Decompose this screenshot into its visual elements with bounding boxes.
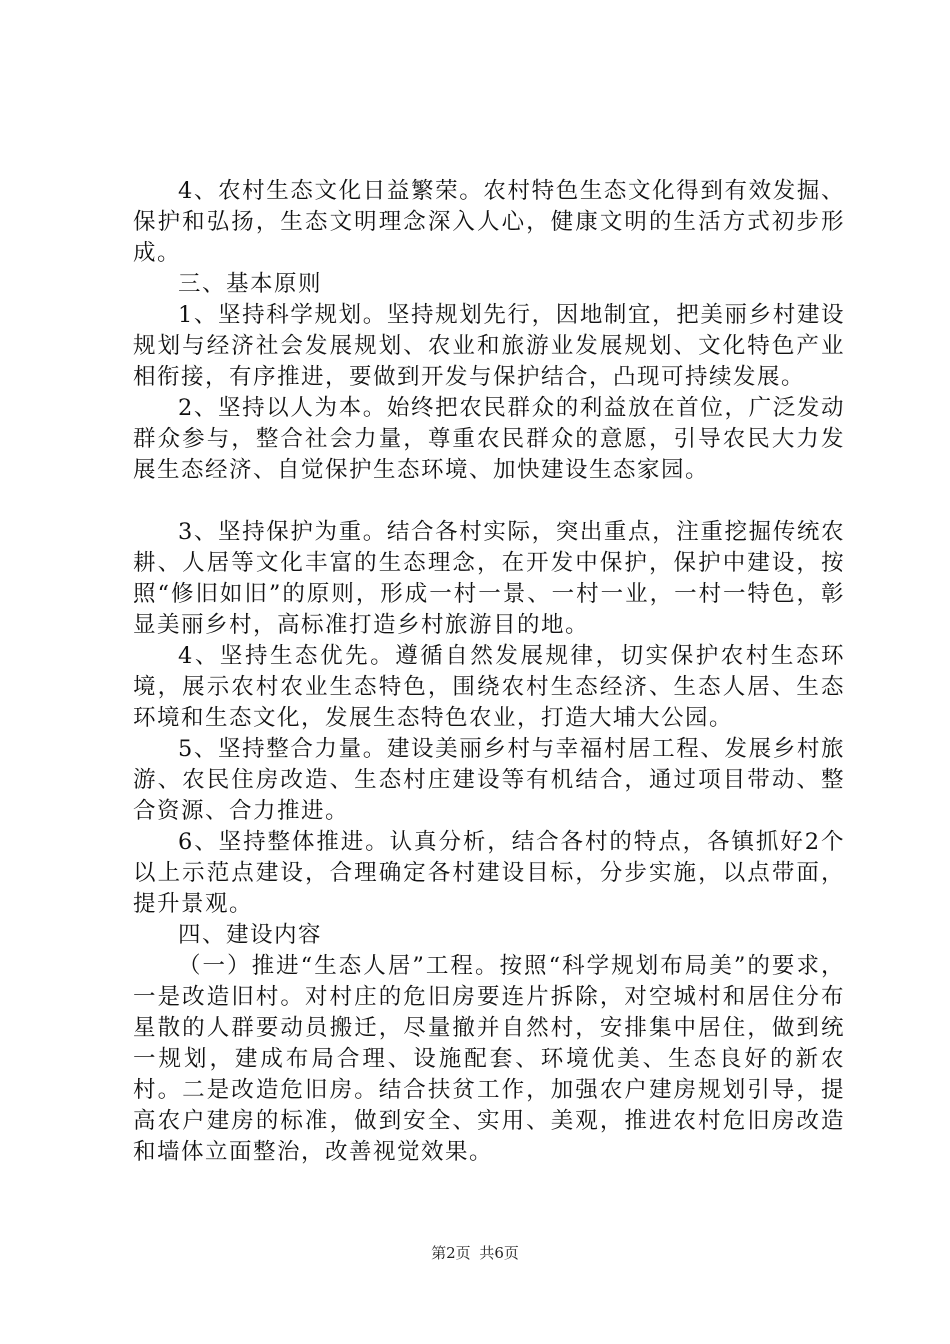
paragraph-principle-6: 6、坚持整体推进。认真分析，结合各村的特点，各镇抓好2个以上示范点建设，合理确定各村建设目标，分步实施，以点带面，提升景观。 <box>133 829 845 917</box>
paragraph-principle-5: 5、坚持整合力量。建设美丽乡村与幸福村居工程、发展乡村旅游、农民住房改造、生态村庄建设等有机结合，通过项目带动、整合资源、合力推进。 <box>133 736 845 824</box>
paragraph-principle-3: 3、坚持保护为重。结合各村实际，突出重点，注重挖掘传统农耕、人居等文化丰富的生态理念，在开发中保护，保护中建设，按照“修旧如旧”的原则，形成一村一景、一村一业，一村一特色，彰显美丽乡村，高标准打造乡村旅游目的地。 <box>133 519 845 638</box>
paragraph-ecological-culture: 4、农村生态文化日益繁荣。农村特色生态文化得到有效发掘、保护和弘扬，生态文明理念深入人心，健康文明的生活方式初步形成。 <box>133 178 845 266</box>
page-footer <box>0 1242 950 1263</box>
document-body <box>133 176 845 1168</box>
paragraph-principle-4: 4、坚持生态优先。遵循自然发展规律，切实保护农村生态环境，展示农村农业生态特色，围绕农村生态经济、生态人居、生态环境和生态文化，发展生态特色农业，打造大埔大公园。 <box>133 643 845 731</box>
section-heading-basic-principles: 三、基本原则 <box>178 271 323 297</box>
paragraph-principle-2: 2、坚持以人为本。始终把农民群众的利益放在首位，广泛发动群众参与，整合社会力量，尊重农民群众的意愿，引导农民大力发展生态经济、自觉保护生态环境、加快建设生态家园。 <box>133 395 845 483</box>
page-total: 共6页 <box>479 1244 519 1262</box>
paragraph-principle-1: 1、坚持科学规划。坚持规划先行，因地制宜，把美丽乡村建设规划与经济社会发展规划、农业和旅游业发展规划、文化特色产业相衔接，有序推进，要做到开发与保护结合，凸现可持续发展。 <box>133 302 845 390</box>
section-heading-construction-content: 四、建设内容 <box>178 922 323 948</box>
page-number: 第2页 <box>431 1244 471 1262</box>
paragraph-ecological-living: （一）推进“生态人居”工程。按照“科学规划布局美”的要求，一是改造旧村。对村庄的危旧房要连片拆除，对空城村和居住分布星散的人群要动员搬迁，尽量撤并自然村，安排集中居住，做到统一规划，建成布局合理、设施配套、环境优美、生态良好的新农村。二是改造危旧房。结合扶贫工作，加强农户建房规划引导，提高农户建房的标准，做到安全、实用、美观，推进农村危旧房改造和墙体立面整治，改善视觉效果。 <box>133 953 845 1165</box>
